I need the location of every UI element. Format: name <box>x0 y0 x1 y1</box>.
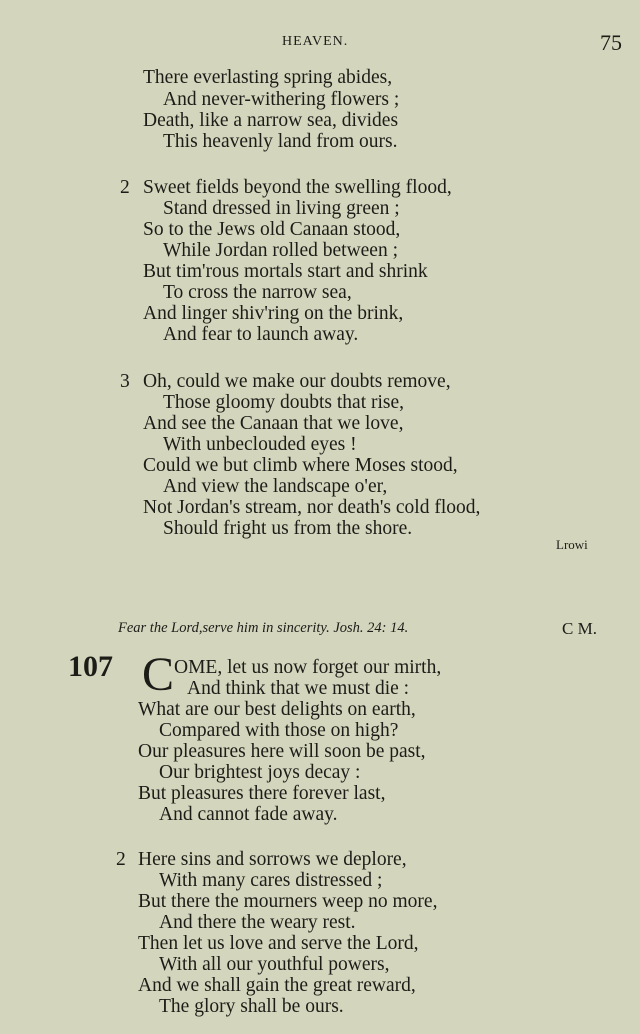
verse-line: But there the mourners weep no more, <box>138 891 438 912</box>
verse-line: And view the landscape o'er, <box>163 476 388 497</box>
verse-line: And there the weary rest. <box>159 912 356 933</box>
verse-line: Could we but climb where Moses stood, <box>143 455 458 476</box>
verse-line: And see the Canaan that we love, <box>143 413 404 434</box>
first-line-rest: let us now forget our mirth, <box>222 657 442 678</box>
page-number: 75 <box>600 30 622 55</box>
verse-line: Compared with those on high? <box>159 720 399 741</box>
verse-line: But pleasures there forever last, <box>138 783 386 804</box>
verse-line: This heavenly land from ours. <box>163 131 398 152</box>
meter-label: C M. <box>562 619 597 638</box>
verse-line: And cannot fade away. <box>159 804 338 825</box>
verse-line: And fear to launch away. <box>163 324 359 345</box>
verse-line: Then let us love and serve the Lord, <box>138 933 419 954</box>
verse-line: With many cares distressed ; <box>159 870 383 891</box>
verse-line: Our brightest joys decay : <box>159 762 361 783</box>
verse-line: With unbeclouded eyes ! <box>163 434 357 455</box>
verse-line: But tim'rous mortals start and shrink <box>143 261 428 282</box>
first-word: OME, <box>174 657 223 678</box>
verse-line: Oh, could we make our doubts remove, <box>143 371 451 392</box>
verse-line: There everlasting spring abides, <box>143 67 393 88</box>
verse-line: And we shall gain the great reward, <box>138 975 416 996</box>
verse-line: So to the Jews old Canaan stood, <box>143 219 401 240</box>
verse-line: Should fright us from the shore. <box>163 518 413 539</box>
scripture-heading: Fear the Lord,serve him in sincerity. Josh. 24: 14. <box>118 620 409 636</box>
verse-line: And linger shiv'ring on the brink, <box>143 303 404 324</box>
verse-line: Here sins and sorrows we deplore, <box>138 849 407 870</box>
stanza-number: 2 <box>116 849 126 870</box>
verse-line: Not Jordan's stream, nor death's cold flood, <box>143 497 481 518</box>
drop-cap: C <box>142 648 175 701</box>
verse-line: The glory shall be ours. <box>159 996 344 1017</box>
stanza-number: 2 <box>120 177 130 198</box>
verse-line: And think that we must die : <box>187 678 410 699</box>
verse-line: While Jordan rolled between ; <box>163 240 398 261</box>
verse-line: And never-withering flowers ; <box>163 89 400 110</box>
verse-line: Death, like a narrow sea, divides <box>143 110 399 131</box>
tune-name: Lrowi <box>556 537 588 552</box>
verse-line: To cross the narrow sea, <box>163 282 352 303</box>
verse-line-first <box>174 657 441 678</box>
verse-line: Our pleasures here will soon be past, <box>138 741 426 762</box>
verse-line: With all our youthful powers, <box>159 954 390 975</box>
verse-line: Sweet fields beyond the swelling flood, <box>143 177 452 198</box>
hymn-number: 107 <box>68 650 113 683</box>
verse-line: What are our best delights on earth, <box>138 699 416 720</box>
stanza-number: 3 <box>120 371 130 392</box>
verse-line: Those gloomy doubts that rise, <box>163 392 405 413</box>
running-header: HEAVEN. <box>282 34 349 49</box>
verse-line: Stand dressed in living green ; <box>163 198 400 219</box>
